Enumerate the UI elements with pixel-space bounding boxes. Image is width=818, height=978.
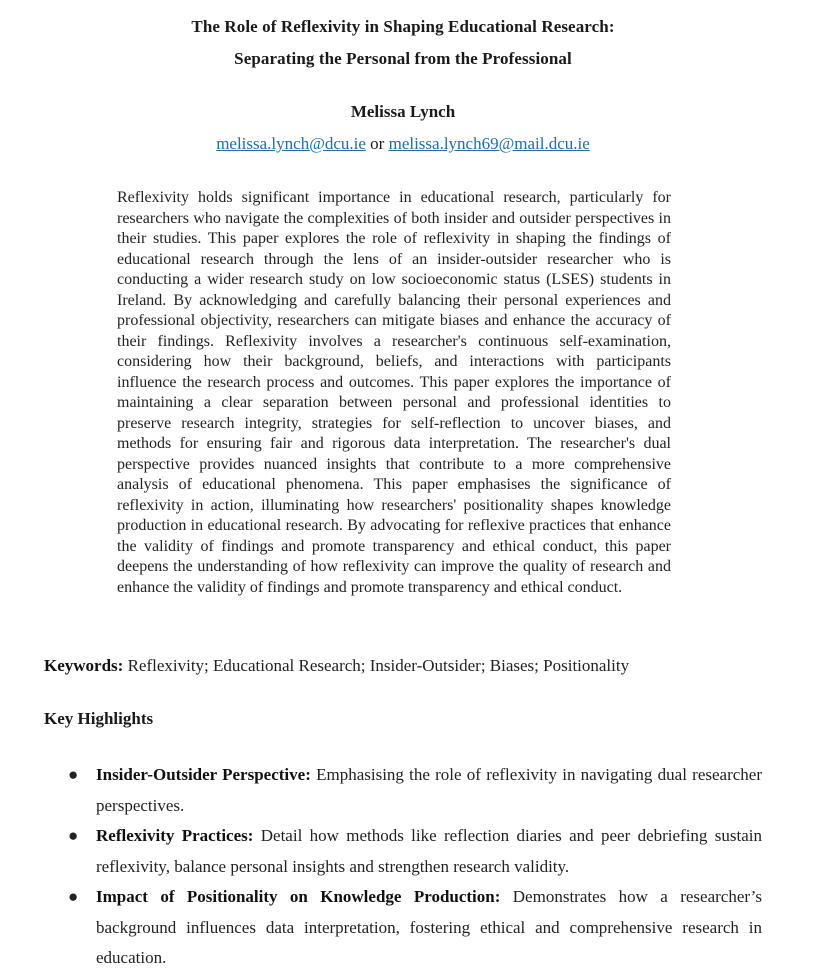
email-link-primary[interactable]: melissa.lynch@dcu.ie [216,134,366,153]
highlight-text: Detail how methods like reflection diaries and peer debriefing sustain reflexivity, balance personal insights and strengthen research validity. [96,826,762,876]
highlight-text: Emphasising the role of reflexivity in navigating dual researcher perspectives. [96,765,762,815]
highlight-item [68,821,762,882]
paper-title-line-1: The Role of Reflexivity in Shaping Educational Research: [191,17,615,36]
bullet-icon: ● [68,765,79,784]
highlight-item [68,882,762,974]
keywords-line [44,656,784,676]
key-highlights-list [68,760,762,974]
key-highlights-heading: Key Highlights [44,709,154,728]
email-separator: or [365,134,389,153]
author-emails [0,134,806,154]
author-name: Melissa Lynch [350,102,456,121]
highlight-text: Demonstrates how a researcher’s background influences data interpretation, fostering ethical and comprehensive research in education. [96,887,762,967]
keywords-text: Reflexivity; Educational Research; Insider-Outsider; Biases; Positionality [123,656,630,675]
highlight-label: Reflexivity Practices: [96,826,254,845]
bullet-icon: ● [68,887,79,906]
highlight-label: Impact of Positionality on Knowledge Production: [96,887,501,906]
email-link-secondary[interactable]: melissa.lynch69@mail.dcu.ie [388,134,590,153]
abstract: Reflexivity holds significant importance in educational research, particularly for researchers who navigate the complexities of both insider and outsider perspectives in their studies. This paper explores the role of reflexivity in shaping the findings of educational research through the lens of an insider-outsider researcher who is conducting a wider research study on low socioeconomic status (LSES) students in Ireland. By acknowledging and carefully balancing their personal experiences and professional objectivity, researchers can mitigate biases and enhance the accuracy of their findings. Reflexivity involves a researcher's continuous self-examination, considering how their background, beliefs, and interactions with participants influence the research process and outcomes. This paper explores the importance of maintaining a clear separation between personal and professional identities to preserve research integrity, strategies for self-reflection to uncover biases, and methods for ensuring fair and rigorous data interpretation. The researcher's dual perspective provides nuanced insights that contribute to a more comprehensive analysis of educational phenomena. This paper emphasises the significance of reflexivity in action, illuminating how researchers' positionality shapes knowledge production in educational research. By advocating for reflexive practices that enhance the validity of findings and promote transparency and ethical conduct, this paper deepens the understanding of how reflexivity can improve the quality of research and enhance the validity of findings and promote transparency and ethical conduct. [117,189,671,596]
paper-title-line-2: Separating the Personal from the Professional [234,49,572,68]
keywords-label: Keywords: [44,656,124,675]
highlight-item [68,760,762,821]
bullet-icon: ● [68,826,79,845]
highlight-label: Insider-Outsider Perspective: [96,765,311,784]
